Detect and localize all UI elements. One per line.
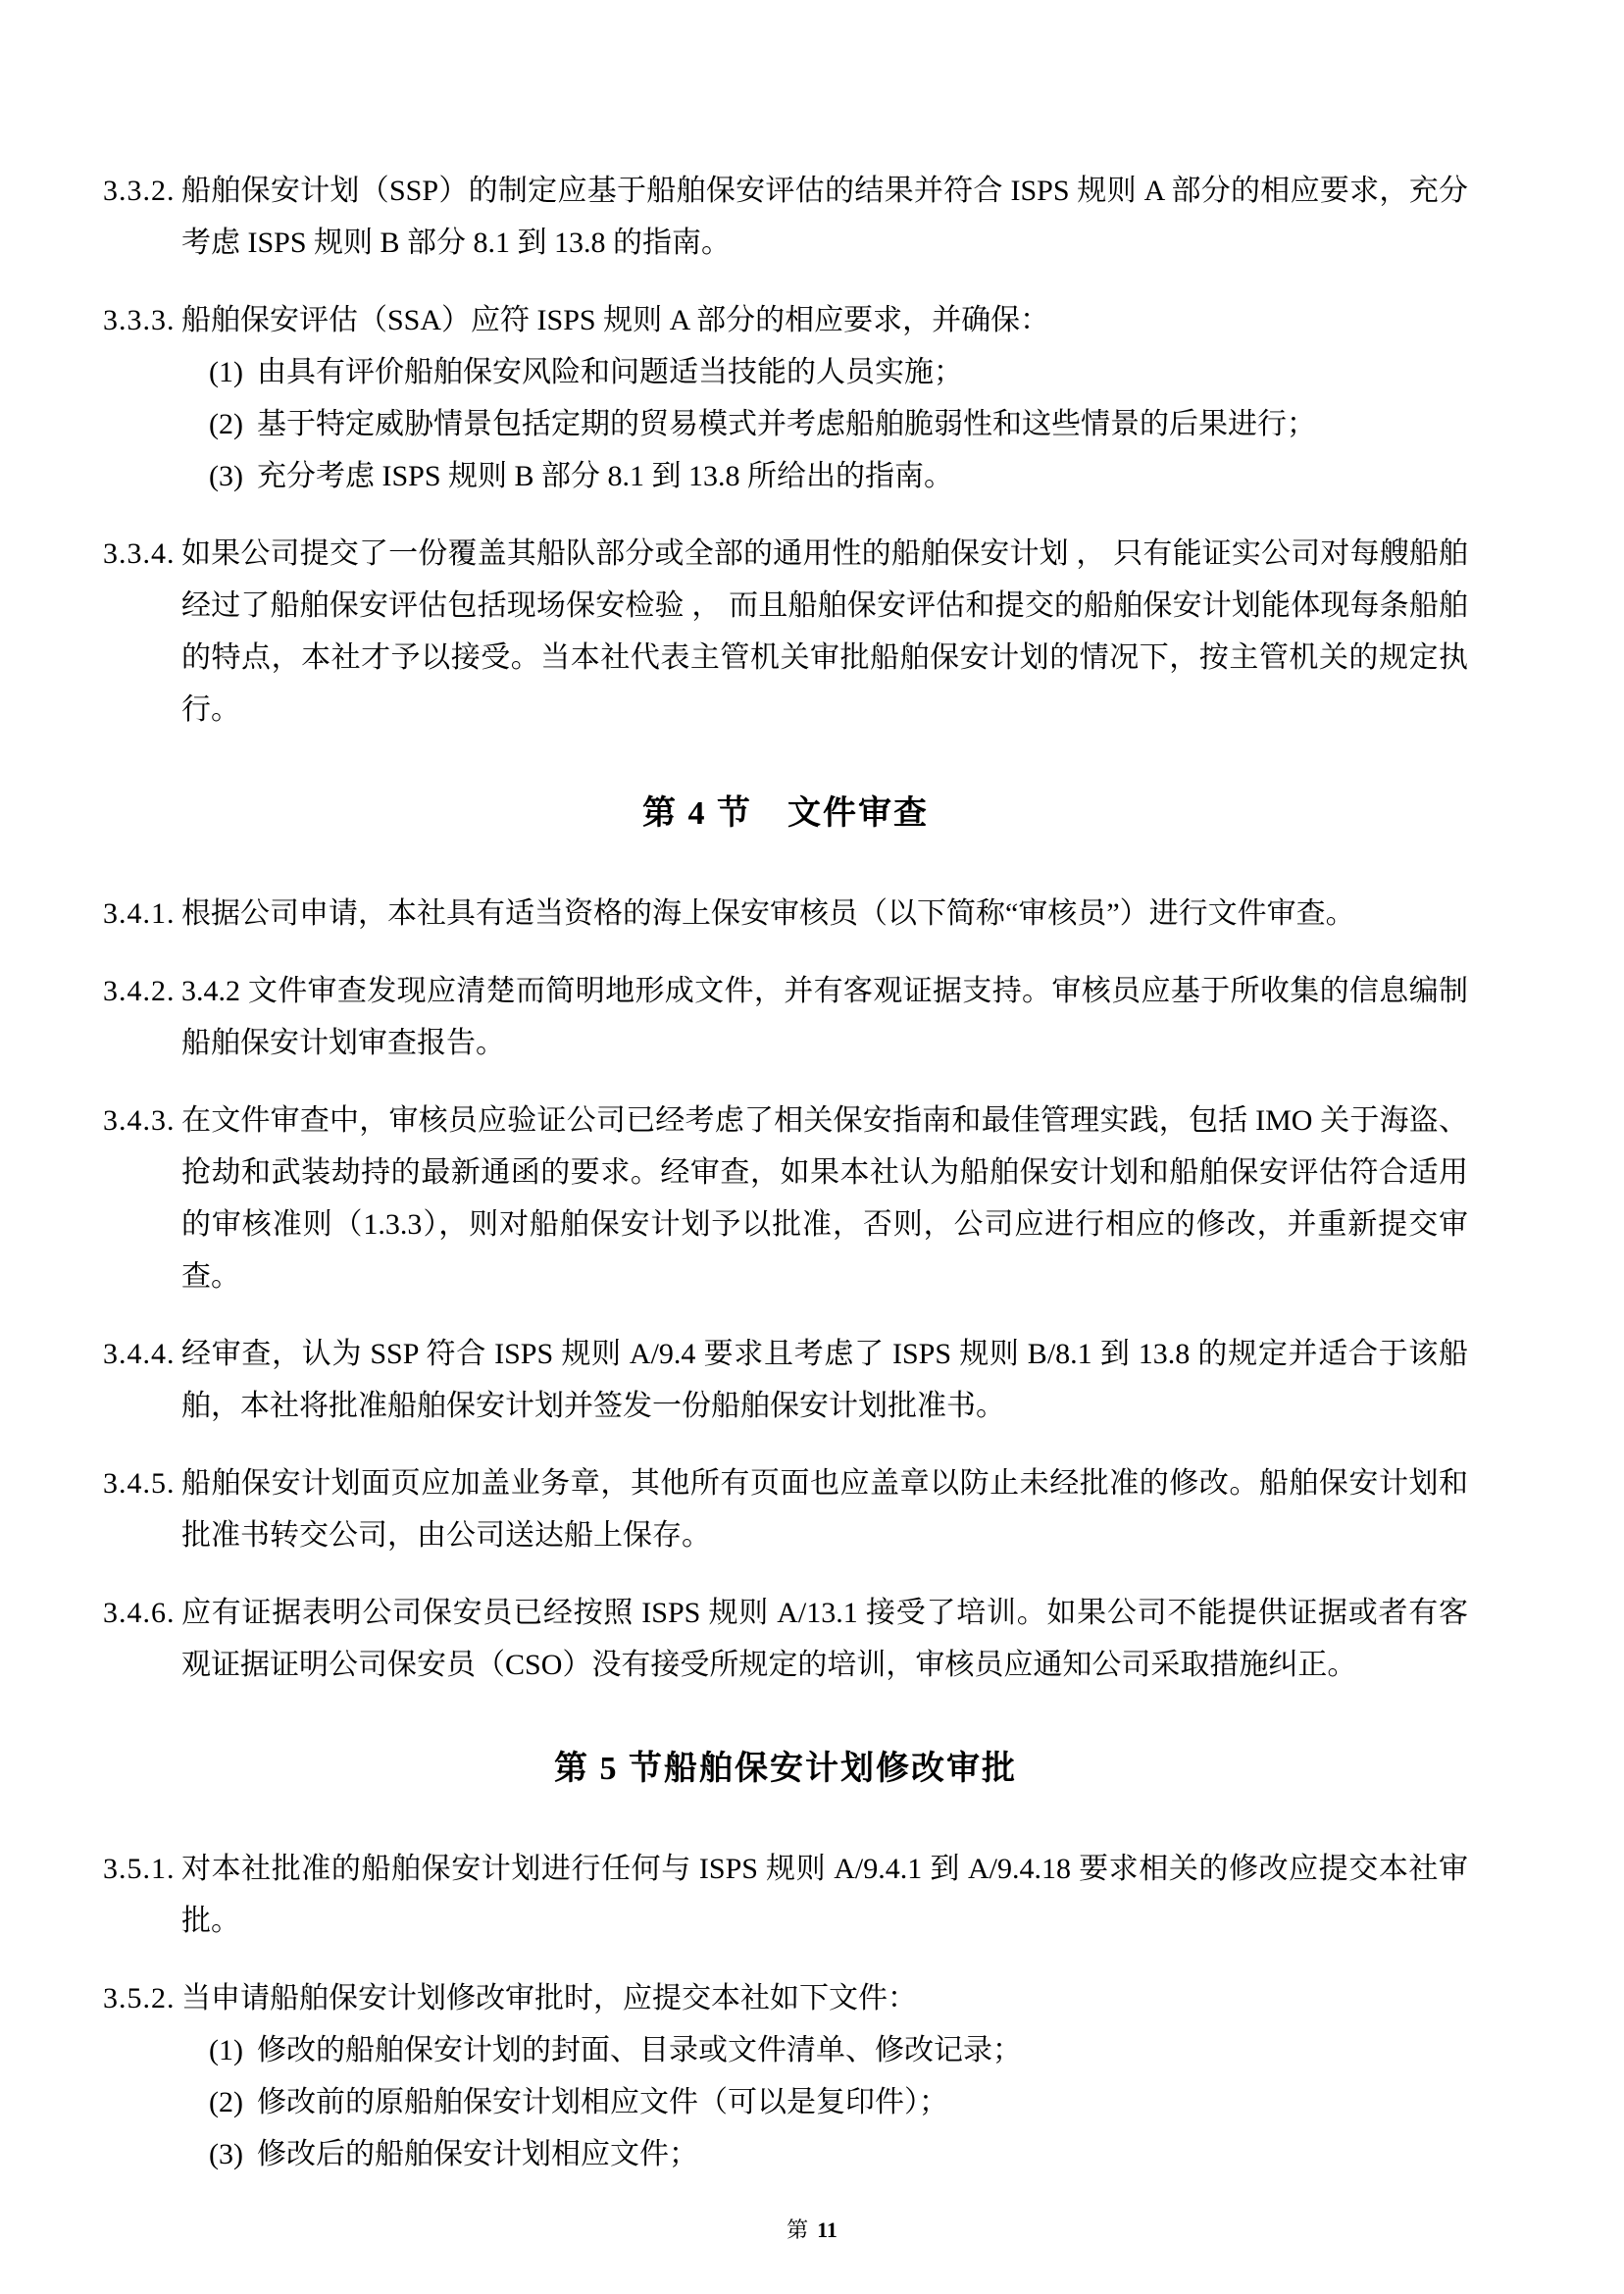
sub-item-text: 充分考虑 ISPS 规则 B 部分 8.1 到 13.8 所给出的指南。 (256, 460, 954, 492)
sub-item-text: 修改后的船舶保安计划相应文件； (256, 2138, 698, 2170)
page-footer (0, 2218, 1624, 2243)
item-number: 3.4.6. (103, 1597, 176, 1629)
item-text: 船舶保安评估（SSA）应符 ISPS 规则 A 部分的相应要求，并确保： (181, 304, 1050, 336)
sub-item (181, 398, 1468, 450)
sub-item (181, 450, 1468, 502)
section-5-title: 第 5 节船舶保安计划修改审批 (554, 1751, 1017, 1787)
footer-page-number: 11 (817, 2218, 837, 2242)
numbered-item-3-3-2 (103, 165, 1468, 269)
item-number: 3.5.1. (103, 1853, 176, 1885)
numbered-item-3-4-5 (103, 1457, 1468, 1561)
item-number: 3.3.4. (103, 537, 176, 570)
sub-item (181, 2024, 1468, 2076)
sub-item-marker: (1) (209, 2034, 243, 2066)
sub-item-text: 由具有评价船舶保安风险和问题适当技能的人员实施； (256, 356, 963, 388)
item-text: 当申请船舶保安计划修改审批时，应提交本社如下文件： (181, 1982, 917, 2014)
item-text: 船舶保安计划（SSP）的制定应基于船舶保安评估的结果并符合 ISPS 规则 A 部分的相应要求，充分考虑 ISPS 规则 B 部分 8.1 到 13.8 的指南。 (181, 175, 1468, 259)
sub-item-marker: (2) (209, 408, 243, 440)
item-text: 船舶保安计划面页应加盖业务章，其他所有页面也应盖章以防止未经批准的修改。船舶保安计划和批准书转交公司，由公司送达船上保存。 (181, 1467, 1468, 1552)
sub-item (181, 2076, 1468, 2128)
item-number: 3.5.2. (103, 1982, 176, 2014)
sub-item-text: 修改的船舶保安计划的封面、目录或文件清单、修改记录； (256, 2034, 1022, 2066)
section-4-title: 第 4 节 文件审查 (642, 795, 929, 832)
item-number: 3.4.5. (103, 1467, 176, 1500)
item-text: 经审查，认为 SSP 符合 ISPS 规则 A/9.4 要求且考虑了 ISPS 规则 B/8.1 到 13.8 的规定并适合于该船舶，本社将批准船舶保安计划并签发一份船舶保安计划批准书。 (181, 1338, 1468, 1422)
sub-item-marker: (1) (209, 356, 243, 388)
item-number: 3.3.2. (103, 175, 176, 207)
item-number: 3.3.3. (103, 304, 176, 336)
numbered-item-3-3-3 (103, 294, 1468, 502)
numbered-item-3-4-4 (103, 1328, 1468, 1432)
item-number: 3.4.4. (103, 1338, 176, 1370)
item-text: 如果公司提交了一份覆盖其船队部分或全部的通用性的船舶保安计划 ， 只有能证实公司对每艘船舶经过了船舶保安评估包括现场保安检验 ， 而且船舶保安评估和提交的船舶保安计划能体现每条船舶的特点，本社才予以接受。当本社代表主管机关审批船舶保安计划的情况下，按主管机关的规定执行。 (181, 537, 1468, 726)
numbered-item-3-5-1 (103, 1843, 1468, 1947)
document-content (103, 165, 1468, 2206)
item-number: 3.4.1. (103, 897, 176, 930)
numbered-item-3-4-2 (103, 965, 1468, 1069)
sub-item-text: 修改前的原船舶保安计划相应文件（可以是复印件）； (256, 2086, 948, 2118)
numbered-item-3-4-6 (103, 1587, 1468, 1691)
sub-item-marker: (3) (209, 2138, 243, 2170)
numbered-item-3-4-3 (103, 1095, 1468, 1302)
item-text: 应有证据表明公司保安员已经按照 ISPS 规则 A/13.1 接受了培训。如果公司不能提供证据或者有客观证据证明公司保安员（CSO）没有接受所规定的培训，审核员应通知公司采取措施纠正。 (181, 1597, 1468, 1681)
item-number: 3.4.2. (103, 975, 176, 1007)
sub-item-text: 基于特定威胁情景包括定期的贸易模式并考虑船舶脆弱性和这些情景的后果进行； (256, 408, 1316, 440)
item-text: 根据公司申请，本社具有适当资格的海上保安审核员（以下简称“审核员”）进行文件审查。 (181, 897, 1355, 930)
item-number: 3.4.3. (103, 1104, 176, 1137)
item-text: 对本社批准的船舶保安计划进行任何与 ISPS 规则 A/9.4.1 到 A/9.4.18 要求相关的修改应提交本社审批。 (181, 1853, 1468, 1937)
sub-item-marker: (3) (209, 460, 243, 492)
sub-item (181, 346, 1468, 398)
numbered-item-3-4-1 (103, 888, 1468, 940)
item-text: 在文件审查中，审核员应验证公司已经考虑了相关保安指南和最佳管理实践，包括 IMO 关于海盗、抢劫和武装劫持的最新通函的要求。经审查，如果本社认为船舶保安计划和船舶保安评估符合适用的审核准则（1.3.3），则对船舶保安计划予以批准，否则，公司应进行相应的修改，并重新提交审查。 (181, 1104, 1468, 1293)
sub-item (181, 2128, 1468, 2180)
numbered-item-3-3-4 (103, 528, 1468, 736)
item-text: 3.4.2 文件审查发现应清楚而简明地形成文件，并有客观证据支持。审核员应基于所收集的信息编制船舶保安计划审查报告。 (181, 975, 1468, 1059)
footer-prefix: 第 (787, 2218, 809, 2242)
sub-item-marker: (2) (209, 2086, 243, 2118)
numbered-item-3-5-2 (103, 1972, 1468, 2180)
